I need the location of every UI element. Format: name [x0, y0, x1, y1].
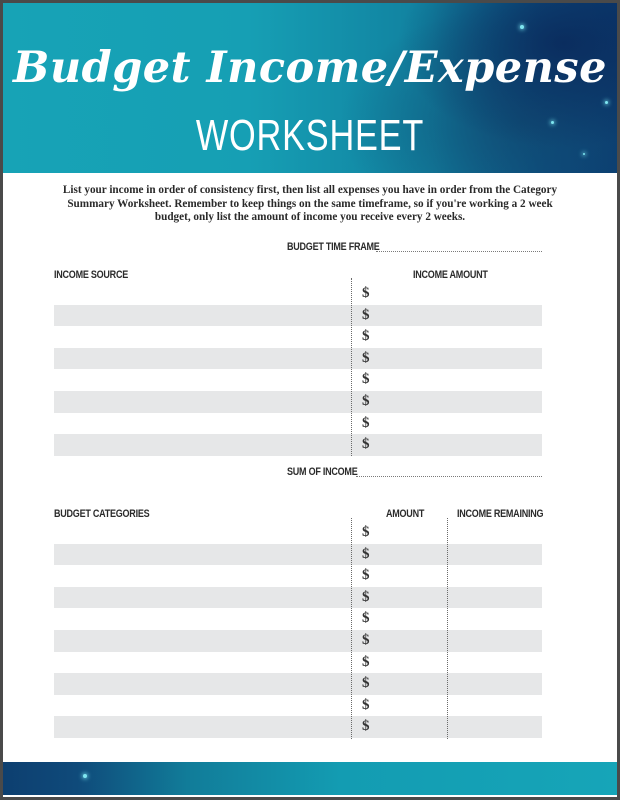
star-decoration-icon [605, 101, 608, 104]
dollar-sign-icon: $ [362, 524, 370, 540]
footer-banner [3, 762, 617, 795]
worksheet-title: Budget Income/Expense [13, 43, 607, 93]
budget-amount-cell[interactable] [379, 716, 444, 738]
worksheet-subtitle: WORKSHEET [195, 111, 425, 160]
income-source-cell[interactable] [58, 326, 348, 348]
income-remaining-cell[interactable] [450, 608, 540, 630]
sum-of-income-field[interactable] [356, 476, 542, 477]
budget-row[interactable] [54, 673, 542, 695]
budget-row[interactable] [54, 522, 542, 544]
income-row[interactable] [54, 369, 542, 391]
budget-category-cell[interactable] [58, 695, 348, 717]
budget-row[interactable] [54, 652, 542, 674]
income-row[interactable] [54, 305, 542, 327]
budget-categories-header: BUDGET CATEGORIES [54, 508, 150, 520]
dollar-sign-icon: $ [362, 653, 370, 670]
star-decoration-icon [520, 25, 524, 29]
income-source-cell[interactable] [58, 391, 348, 413]
income-amount-cell[interactable] [379, 305, 539, 327]
budget-row[interactable] [54, 565, 542, 587]
star-decoration-icon [551, 121, 554, 124]
income-source-cell[interactable] [58, 413, 348, 435]
income-amount-header: INCOME AMOUNT [413, 269, 488, 281]
income-row[interactable] [54, 413, 542, 435]
income-remaining-header: INCOME REMAINING [457, 508, 544, 520]
income-remaining-cell[interactable] [450, 565, 540, 587]
income-source-cell[interactable] [58, 369, 348, 391]
income-remaining-cell[interactable] [450, 630, 540, 652]
dollar-sign-icon: $ [362, 414, 370, 431]
budget-amount-cell[interactable] [379, 587, 444, 609]
dollar-sign-icon: $ [362, 588, 370, 605]
income-row[interactable] [54, 348, 542, 370]
income-amount-cell[interactable] [379, 434, 539, 456]
dollar-sign-icon: $ [362, 393, 370, 409]
dollar-sign-icon: $ [362, 696, 370, 713]
income-remaining-cell[interactable] [450, 716, 540, 738]
budget-amount-cell[interactable] [379, 673, 444, 695]
budget-category-cell[interactable] [58, 608, 348, 630]
sum-of-income-label: SUM OF INCOME [287, 466, 358, 478]
income-row[interactable] [54, 283, 542, 305]
instructions-text: List your income in order of consistency first, then list all expenses you have in order from the Category Summary Worksheet. Remember to keep things on the same timeframe, so if you're working a 2 week budget, only list the amount of income you receive every 2 weeks. [62, 184, 558, 223]
income-source-header: INCOME SOURCE [54, 269, 128, 281]
budget-row[interactable] [54, 544, 542, 566]
budget-category-cell[interactable] [58, 565, 348, 587]
star-decoration-icon [83, 774, 87, 778]
budget-amount-cell[interactable] [379, 652, 444, 674]
dollar-sign-icon: $ [362, 718, 370, 735]
worksheet-page [3, 3, 617, 797]
budget-row[interactable] [54, 695, 542, 717]
budget-row[interactable] [54, 587, 542, 609]
budget-time-frame-label: BUDGET TIME FRAME [287, 241, 380, 253]
dollar-sign-icon: $ [362, 285, 370, 301]
income-remaining-cell[interactable] [450, 544, 540, 566]
income-row[interactable] [54, 326, 542, 348]
income-amount-cell[interactable] [379, 391, 539, 413]
dollar-sign-icon: $ [362, 675, 370, 692]
income-source-cell[interactable] [58, 434, 348, 456]
income-amount-cell[interactable] [379, 283, 539, 305]
income-row[interactable] [54, 391, 542, 413]
budget-category-cell[interactable] [58, 652, 348, 674]
income-amount-cell[interactable] [379, 369, 539, 391]
budget-row[interactable] [54, 716, 542, 738]
income-source-cell[interactable] [58, 283, 348, 305]
budget-category-cell[interactable] [58, 522, 348, 544]
budget-row[interactable] [54, 630, 542, 652]
budget-amount-cell[interactable] [379, 695, 444, 717]
budget-row[interactable] [54, 608, 542, 630]
budget-amount-cell[interactable] [379, 565, 444, 587]
income-amount-cell[interactable] [379, 348, 539, 370]
income-column-divider [351, 278, 352, 456]
income-amount-cell[interactable] [379, 413, 539, 435]
budget-amount-cell[interactable] [379, 522, 444, 544]
income-remaining-cell[interactable] [450, 673, 540, 695]
dollar-sign-icon: $ [362, 545, 370, 562]
income-remaining-cell[interactable] [450, 587, 540, 609]
budget-amount-cell[interactable] [379, 544, 444, 566]
budget-amount-cell[interactable] [379, 608, 444, 630]
dollar-sign-icon: $ [362, 436, 370, 453]
dollar-sign-icon: $ [362, 632, 370, 648]
budget-category-cell[interactable] [58, 630, 348, 652]
amount-header: AMOUNT [386, 508, 425, 520]
remaining-column-divider [447, 518, 448, 739]
income-source-cell[interactable] [58, 305, 348, 327]
dollar-sign-icon: $ [362, 328, 370, 345]
dollar-sign-icon: $ [362, 306, 370, 323]
income-source-cell[interactable] [58, 348, 348, 370]
income-remaining-cell[interactable] [450, 652, 540, 674]
dollar-sign-icon: $ [362, 610, 370, 627]
budget-amount-cell[interactable] [379, 630, 444, 652]
dollar-sign-icon: $ [362, 349, 370, 366]
dollar-sign-icon: $ [362, 371, 370, 388]
income-remaining-cell[interactable] [450, 695, 540, 717]
amount-column-divider [351, 518, 352, 739]
dollar-sign-icon: $ [362, 567, 370, 584]
header-banner [3, 3, 617, 173]
budget-category-cell[interactable] [58, 587, 348, 609]
budget-category-cell[interactable] [58, 716, 348, 738]
budget-category-cell[interactable] [58, 673, 348, 695]
budget-category-cell[interactable] [58, 544, 348, 566]
income-remaining-cell[interactable] [450, 522, 540, 544]
income-row[interactable] [54, 434, 542, 456]
star-decoration-icon [583, 153, 585, 155]
income-amount-cell[interactable] [379, 326, 539, 348]
budget-time-frame-field[interactable] [376, 251, 542, 252]
